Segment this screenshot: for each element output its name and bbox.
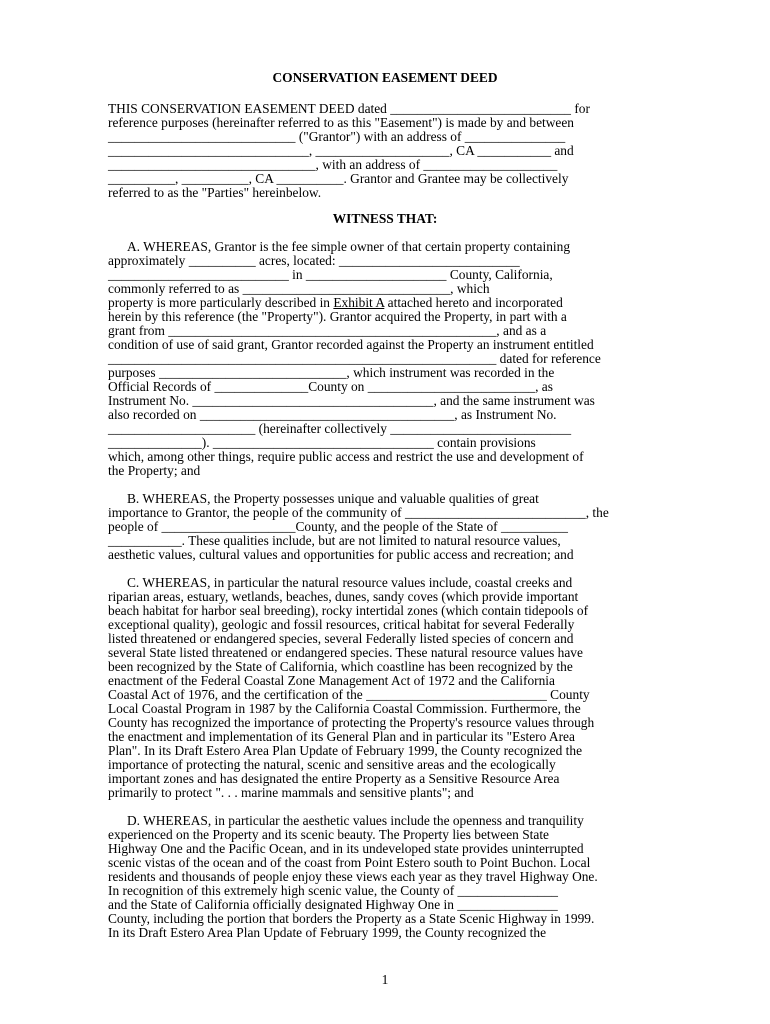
para-a-line: condition of use of said grant, Grantor recorded against the Property an instrument entitled: [108, 337, 594, 352]
para-d-line: In its Draft Estero Area Plan Update of February 1999, the County recognized the: [108, 925, 547, 940]
para-a-line: ______________________ (hereinafter collectively ___________________________: [108, 421, 572, 436]
para-d-line: and the State of California officially designated Highway One in _______________: [108, 897, 558, 912]
para-a-line: purposes ____________________________, which instrument was recorded in the: [108, 365, 555, 380]
para-d-line: D. WHEREAS, in particular the aesthetic values include the openness and tranquility: [127, 813, 584, 828]
para-b-line: B. WHEREAS, the Property possesses unique and valuable qualities of great: [127, 491, 539, 506]
para-c-line: listed threatened or endangered species, several Federally listed species of concern and: [108, 631, 574, 646]
paragraph-c: [108, 576, 668, 800]
intro-line: reference purposes (hereinafter referred to as this "Easement") is made by and between: [108, 115, 574, 130]
intro-paragraph: [108, 102, 668, 200]
para-a-line: __________________________________________________________ dated for reference: [108, 351, 601, 366]
para-b-line: people of ____________________County, and the people of the State of __________: [108, 519, 568, 534]
para-c-line: the enactment and implementation of its General Plan and in particular its "Estero Area: [108, 729, 575, 744]
para-a-line: A. WHEREAS, Grantor is the fee simple owner of that certain property containing: [127, 239, 571, 254]
paragraph-a: [108, 240, 668, 478]
para-b-line: ___________. These qualities include, but are not limited to natural resource values,: [108, 533, 561, 548]
para-c-line: important zones and has designated the entire Property as a Sensitive Resource Area: [108, 771, 560, 786]
page-number: 1: [381, 972, 389, 987]
para-c-line: exceptional quality), geologic and fossil resources, critical habitat for several Federally: [108, 617, 575, 632]
intro-line: ______________________________, ____________________, CA ___________ and: [108, 143, 574, 158]
intro-line: referred to as the "Parties" hereinbelow.: [108, 185, 322, 200]
exhibit-prefix: property is more particularly described in: [108, 295, 334, 310]
para-c-line: Plan". In its Draft Estero Area Plan Update of February 1999, the County recognized the: [108, 743, 583, 758]
witness-heading: WITNESS THAT:: [332, 211, 438, 226]
para-d-line: experienced on the Property and its scenic beauty. The Property lies between State: [108, 827, 550, 842]
para-b-line: aesthetic values, cultural values and opportunities for public access and recreation; and: [108, 547, 574, 562]
para-a-line: Official Records of ______________County on _________________________, as: [108, 379, 553, 394]
document-title: CONSERVATION EASEMENT DEED: [272, 70, 498, 85]
para-a-line: ___________________________ in _____________________ County, California,: [108, 267, 553, 282]
para-d-line: In recognition of this extremely high scenic value, the County of _______________: [108, 883, 558, 898]
exhibit-suffix: attached hereto and incorporated: [384, 295, 563, 310]
para-c-line: County has recognized the importance of protecting the Property's resource values through: [108, 715, 595, 730]
para-d-line: Highway One and the Pacific Ocean, and in its undeveloped state provides uninterrupted: [108, 841, 584, 856]
para-c-line: importance of protecting the natural, scenic and sensitive areas and the ecologically: [108, 757, 556, 772]
para-a-line: which, among other things, require public access and restrict the use and development of: [108, 449, 584, 464]
para-a-line: grant from _________________________________________________, and as a: [108, 323, 547, 338]
para-c-line: riparian areas, estuary, wetlands, beaches, dunes, sandy coves (which provide important: [108, 589, 579, 604]
para-a-line: Instrument No. ____________________________________, and the same instrument was: [108, 393, 595, 408]
para-a-exhibit-line: [108, 296, 668, 310]
para-a-line: also recorded on ______________________________________, as Instrument No.: [108, 407, 557, 422]
para-c-line: Local Coastal Program in 1987 by the California Coastal Commission. Furthermore, the: [108, 701, 581, 716]
paragraph-b: [108, 492, 668, 562]
para-a-line: approximately __________ acres, located: ___________________________: [108, 253, 520, 268]
intro-line: __________, __________, CA __________. Grantor and Grantee may be collectively: [108, 171, 569, 186]
para-d-line: residents and thousands of people enjoy these views each year as they travel Highway One.: [108, 869, 598, 884]
para-c-line: been recognized by the State of California, which coastline has been recognized by the: [108, 659, 573, 674]
para-c-line: C. WHEREAS, in particular the natural resource values include, coastal creeks and: [127, 575, 573, 590]
para-d-line: County, including the portion that borders the Property as a State Scenic Highway in 1999.: [108, 911, 595, 926]
para-c-line: several State listed threatened or endangered species. These natural resource values have: [108, 645, 583, 660]
para-a-line: herein by this reference (the "Property"). Grantor acquired the Property, in part with a: [108, 309, 567, 324]
para-a-line: the Property; and: [108, 463, 201, 478]
para-a-line: ______________). _________________________________ contain provisions: [108, 435, 536, 450]
para-c-line: Coastal Act of 1976, and the certification of the ___________________________ County: [108, 687, 590, 702]
intro-line: _______________________________, with an address of ____________________: [108, 157, 558, 172]
exhibit-a-reference: Exhibit A: [333, 295, 385, 310]
para-c-line: enactment of the Federal Coastal Zone Management Act of 1972 and the California: [108, 673, 555, 688]
intro-line: THIS CONSERVATION EASEMENT DEED dated ___________________________ for: [108, 101, 590, 116]
para-a-line: commonly referred to as _______________________________, which: [108, 281, 490, 296]
paragraph-d: [108, 814, 668, 940]
para-b-line: importance to Grantor, the people of the community of ___________________________, the: [108, 505, 609, 520]
para-d-line: scenic vistas of the ocean and of the coast from Point Estero south to Point Buchon. Local: [108, 855, 591, 870]
intro-line: ____________________________ ("Grantor") with an address of _______________: [108, 129, 566, 144]
para-c-line: beach habitat for harbor seal breeding), rocky intertidal zones (which contain tidepools of: [108, 603, 589, 618]
para-c-line: primarily to protect ". . . marine mammals and sensitive plants"; and: [108, 785, 474, 800]
